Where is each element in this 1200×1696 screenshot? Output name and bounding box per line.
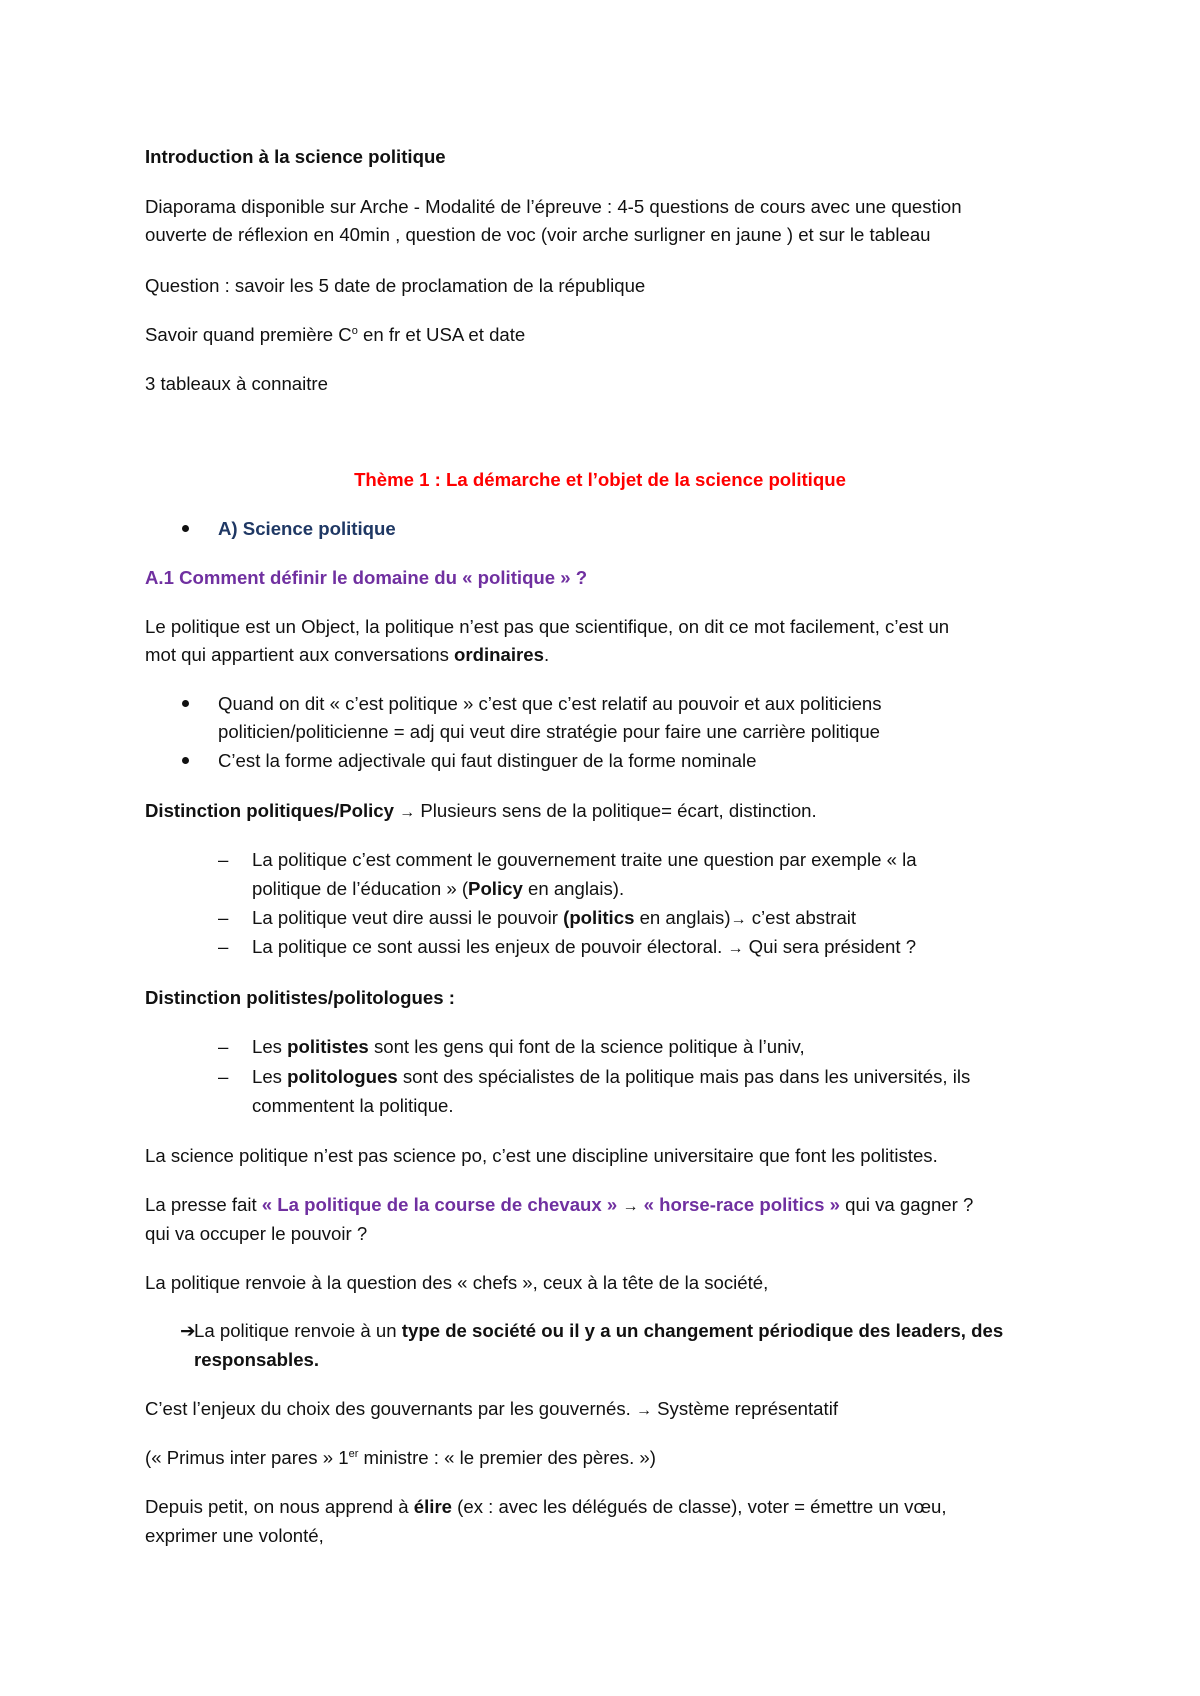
dash-item-politologues-line-1: Les politologues sont des spécialistes de la politique mais pas dans les universités, ils: [252, 1066, 971, 1087]
dash-marker: –: [218, 1066, 229, 1087]
paragraph-6: (« Primus inter pares » 1er ministre : « le premier des pères. »): [145, 1447, 656, 1468]
dash-item-politistes: Les politistes sont les gens qui font de la science politique à l’univ,: [252, 1036, 805, 1057]
dash-item-2: La politique veut dire aussi le pouvoir (politics en anglais)→ c’est abstrait: [252, 905, 856, 933]
intro-line-2: ouverte de réflexion en 40min , question de voc (voir arche surligner en jaune ) et sur le tableau: [145, 224, 931, 245]
bullet-icon: [182, 757, 189, 764]
arrow-right-icon: →: [399, 804, 416, 821]
paragraph-5: C’est l’enjeux du choix des gouvernants par les gouvernés. → Système représentatif: [145, 1396, 838, 1424]
dash-item-politologues-line-2: commentent la politique.: [252, 1095, 454, 1116]
distinction-politistes-heading: Distinction politistes/politologues :: [145, 987, 455, 1008]
theme-heading: Thème 1 : La démarche et l’objet de la science politique: [354, 469, 846, 490]
dash-marker: –: [218, 1036, 229, 1057]
arrow-right-icon: →: [635, 1402, 652, 1419]
arrow-item-line-2: responsables.: [194, 1349, 320, 1370]
paragraph-4: La politique renvoie à la question des « chefs », ceux à la tête de la société,: [145, 1272, 769, 1293]
bullet-1-line-2: politicien/politicienne = adj qui veut dire stratégie pour faire une carrière politique: [218, 721, 881, 742]
paragraph-3-line-1: La presse fait « La politique de la course de chevaux » → « horse-race politics » qui va gagner ?: [145, 1192, 973, 1220]
dash-item-1-line-1: La politique c’est comment le gouvernement traite une question par exemple « la: [252, 849, 917, 870]
big-arrow-icon: ➔: [180, 1320, 196, 1341]
bullet-icon: [182, 525, 189, 532]
paragraph-3-line-2: qui va occuper le pouvoir ?: [145, 1223, 368, 1244]
paragraph-7-line-1: Depuis petit, on nous apprend à élire (ex : avec les délégués de classe), voter = émettre un vœu,: [145, 1496, 947, 1517]
distinction-policy-line: Distinction politiques/Policy → Plusieurs sens de la politique= écart, distinction.: [145, 798, 817, 826]
dash-item-3: La politique ce sont aussi les enjeux de pouvoir électoral. → Qui sera président ?: [252, 934, 916, 962]
bullet-2: C’est la forme adjectivale qui faut distinguer de la forme nominale: [218, 750, 757, 771]
paragraph-7-line-2: exprimer une volonté,: [145, 1525, 324, 1546]
arrow-item-line-1: La politique renvoie à un type de société ou il y a un changement périodique des leaders, des: [194, 1320, 1004, 1341]
bullet-icon: [182, 700, 189, 707]
section-a1-heading: A.1 Comment définir le domaine du « politique » ?: [145, 567, 588, 588]
dash-marker: –: [218, 907, 229, 928]
intro-line-1: Diaporama disponible sur Arche - Modalité de l’épreuve : 4-5 questions de cours avec une question: [145, 196, 962, 217]
bullet-1-line-1: Quand on dit « c’est politique » c’est que c’est relatif au pouvoir et aux politiciens: [218, 693, 882, 714]
arrow-right-icon: →: [730, 911, 747, 928]
paragraph-2: La science politique n’est pas science po, c’est une discipline universitaire que font les politistes.: [145, 1145, 938, 1166]
dash-item-1-line-2: politique de l’éducation » (Policy en anglais).: [252, 878, 625, 899]
arrow-right-icon: →: [622, 1198, 639, 1215]
paragraph-1-line-2: mot qui appartient aux conversations ordinaires.: [145, 644, 550, 665]
dash-marker: –: [218, 849, 229, 870]
tableaux-line: 3 tableaux à connaitre: [145, 373, 328, 394]
question-line: Question : savoir les 5 date de proclamation de la république: [145, 275, 646, 296]
dash-marker: –: [218, 936, 229, 957]
paragraph-1-line-1: Le politique est un Object, la politique n’est pas que scientifique, on dit ce mot facilement, c’est un: [145, 616, 950, 637]
document-title: Introduction à la science politique: [145, 146, 446, 167]
arrow-right-icon: →: [727, 940, 744, 957]
savoir-line: Savoir quand première $C^o$ en fr et USA et date: [145, 324, 526, 345]
section-a-heading: A) Science politique: [218, 518, 396, 539]
